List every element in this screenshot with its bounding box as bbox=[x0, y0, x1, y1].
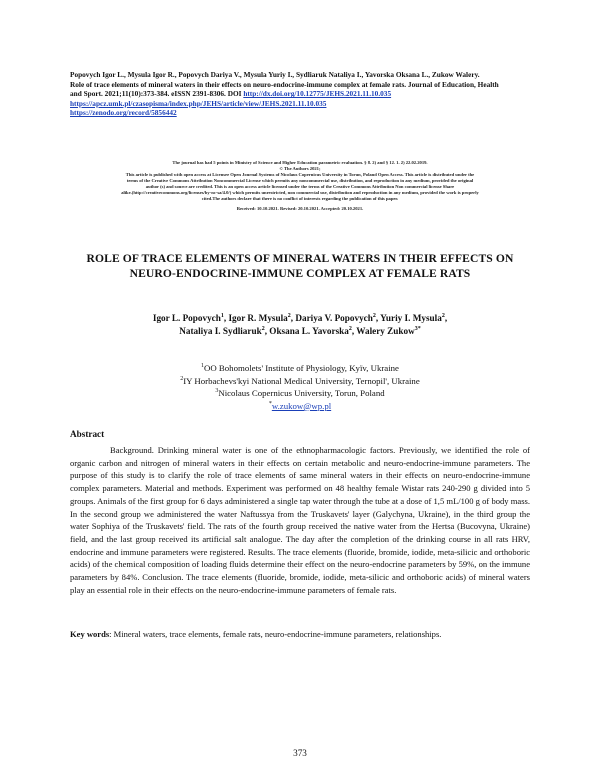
affiliation-line bbox=[70, 375, 530, 388]
author-affil-mark: 2 bbox=[372, 312, 376, 319]
affiliation-mark: 2 bbox=[180, 375, 184, 382]
affiliation-text: OO Bohomolets' Institute of Physiology, Kyïv, Ukraine bbox=[204, 363, 399, 373]
notice-line: author (s) and source are credited. This is an open access article licensed under the terms of the Creative Commons Attribution Non commercial license Share bbox=[145, 184, 455, 189]
author-affil-mark: 2 bbox=[261, 325, 265, 332]
author-affil-mark: 2 bbox=[287, 312, 291, 319]
affiliation-mark: 3 bbox=[215, 388, 219, 395]
publication-dates: Received: 10.10.2021. Revised: 20.10.2021. Accepted: 20.10.2021. bbox=[236, 206, 364, 211]
author-affil-mark: 2 bbox=[348, 325, 352, 332]
notice-line: The journal has had 5 points in Ministry of Science and Higher Education parametric evaluation. § 8. 2) and § 12. 1. 2) 22.02.2019. bbox=[172, 160, 428, 165]
citation-text: and Sport. 2021;11(10):373-384. eISSN 2391-8306. DOI bbox=[70, 89, 244, 99]
license-notice bbox=[74, 160, 526, 212]
affiliation-mark: 1 bbox=[201, 363, 205, 370]
corresponding-mark: * bbox=[268, 400, 272, 407]
author-row: Nataliya I. Sydliaruk$^2$, Oksana L. Yavorska$^2$, Walery Zukow$^{3*}$ bbox=[179, 325, 421, 336]
zenodo-link[interactable]: https://zenodo.org/record/5856442 bbox=[70, 108, 177, 118]
citation-line: Role of trace elements of mineral waters in their effects on neuro-endocrine-immune complex at female rats. Journal of Education, Health bbox=[70, 79, 499, 89]
author-affil-mark: 2 bbox=[441, 312, 445, 319]
keywords-label: Key words bbox=[70, 629, 110, 639]
author-name: Oksana L. Yavorska bbox=[269, 326, 349, 336]
author-affil-mark: 1 bbox=[220, 312, 224, 319]
author-list bbox=[70, 312, 530, 338]
affiliation-text: Nicolaus Copernicus University, Torun, Poland bbox=[218, 388, 385, 399]
affiliation-line bbox=[70, 387, 530, 400]
article-url-link[interactable]: https://apcz.umk.pl/czasopisma/index.php/JEHS/article/view/JEHS.2021.11.10.035 bbox=[70, 98, 327, 108]
author-name: Igor R. Mysula bbox=[228, 313, 288, 323]
notice-line: This article is published with open access at Licensee Open Journal Systems of Nicolaus Copernicus University in Torun, Poland Open Access. This article is distributed under the bbox=[125, 172, 475, 177]
author-affil-mark: 3* bbox=[414, 325, 421, 332]
citation-block bbox=[70, 70, 530, 118]
abstract-heading: Abstract bbox=[70, 429, 105, 439]
citation-line bbox=[70, 89, 530, 99]
doi-link[interactable]: http://dx.doi.org/10.12775/JEHS.2021.11.10.035 bbox=[243, 89, 392, 99]
notice-line: © The Authors 2021; bbox=[279, 166, 321, 171]
notice-line: cited.The authors declare that there is no conflict of interests regarding the publication of this paper. bbox=[201, 196, 399, 201]
affiliations bbox=[70, 362, 530, 412]
author-name: Dariya V. Popovych bbox=[295, 313, 373, 323]
notice-line: terms of the Creative Commons Attribution Noncommercial License which permits any noncommercial use, distribution, and reproduction in any medium, provided the original bbox=[126, 178, 474, 183]
affiliation-text: IY Horbachevs'kyi National Medical University, Ternopil', Ukraine bbox=[183, 375, 420, 386]
paper-title: ROLE OF TRACE ELEMENTS OF MINERAL WATERS IN THEIR EFFECTS ON NEURO-ENDOCRINE-IMMUNE COMPLEX AT FEMALE RATS bbox=[86, 252, 514, 280]
author-name: Yuriy I. Mysula bbox=[380, 313, 442, 323]
notice-line: alike.(http://creativecommons.org/licenses/by-nc-sa/4.0/) which permits unrestricted, non commercial use, distribution and reproduction in any medium, provided the work is properly bbox=[121, 190, 479, 195]
author-name: Walery Zukow bbox=[356, 326, 415, 336]
author-name: Nataliya I. Sydliaruk bbox=[179, 326, 262, 336]
author-name: Igor L. Popovych bbox=[152, 313, 221, 323]
email-line bbox=[70, 400, 530, 413]
affiliation-line bbox=[70, 362, 530, 375]
keywords bbox=[70, 628, 530, 641]
keywords-text: : Mineral waters, trace elements, female rats, neuro-endocrine-immune parameters, relationships. bbox=[109, 629, 442, 639]
abstract-body: Background. Drinking mineral water is one of the ethnopharmacologic factors. Previously, we identified the role of organic carbon and nitrogen of mineral waters in their effects on certain metabolic and neuro-endocrine-immune parameters. The purpose of this study is to clarify the role of trace elements of same mineral waters in their effects on neuro-endocrine-immune complex parameters. Material and methods. Experiment was performed on 48 healthy female Wistar rats 240-290 g divided into 5 groups. Animals of the first group for 6 days administered a single tap water through the tube at a dose of 1,5 mL/100 g of body mass. In the second group we administered the water Naftussya from the Truskavets' layer (Galychyna, Ukraine), in the third group the water Sophiya of the Truskavets' field. The rats of the fourth group received the native water from the Hertsa (Bucovyna, Ukraine) field, and the last group received its artificial salt analogue. The day after the completion of the drinking course in all rats HRV, endocrine and immune parameters were registered. Results. The trace elements (fluoride, bromide, iodide, meta-silicic and orthoboric acids) of the chemical composition of loading fluids determine their effect on the neuro-endocrine parameters by 59%, on the immune parameters by 84%. Conclusion. The trace elements (fluoride, bromide, iodide, meta-silicic and orthoboric acids) of mineral waters play an essential role in their effects on the neuro-endocrine-immune parameters of female rats. bbox=[70, 445, 530, 595]
email-link[interactable]: w.zukow@wp.pl bbox=[271, 400, 332, 411]
page-number: 373 bbox=[293, 748, 307, 758]
citation-line: Popovych Igor L., Mysula Igor R., Popovych Dariya V., Mysula Yuriy I., Sydliaruk Nataliya I., Yavorska Oksana L., Zukow Walery. bbox=[70, 70, 480, 79]
author-row: Igor L. Popovych$^1$, Igor R. Mysula$^2$, Dariya V. Popovych$^2$, Yuriy I. Mysula$^2$, bbox=[152, 312, 448, 323]
